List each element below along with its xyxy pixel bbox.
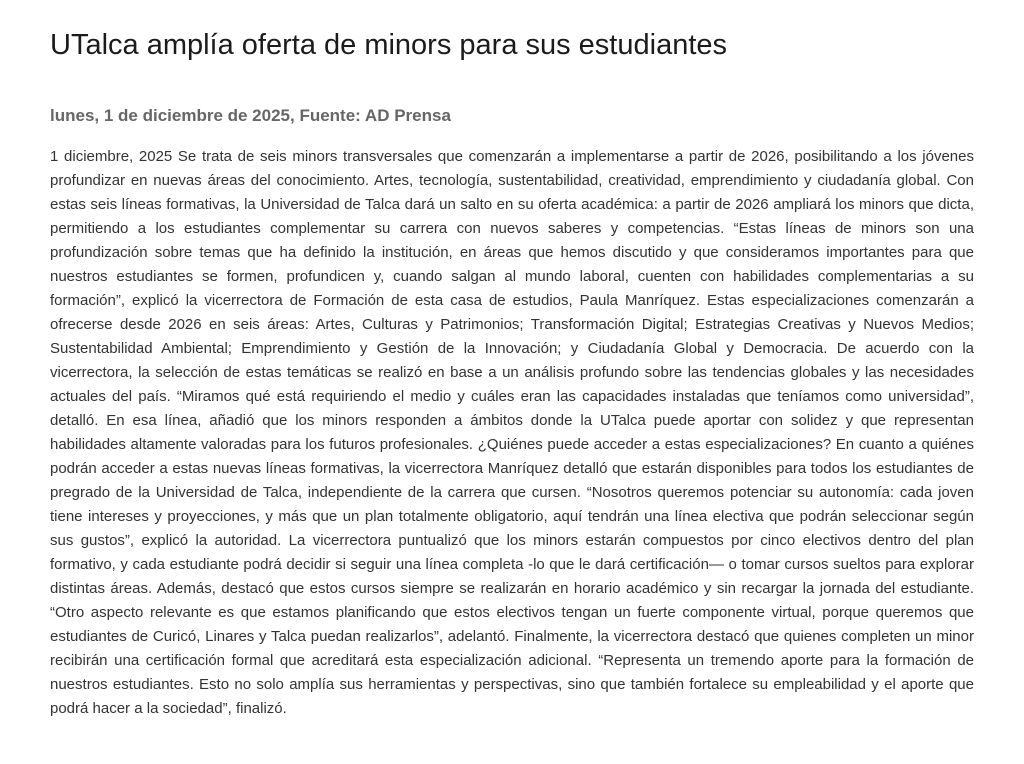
article-meta-byline: lunes, 1 de diciembre de 2025, Fuente: AD Prensa — [50, 105, 451, 125]
article-body: 1 diciembre, 2025 Se trata de seis minors transversales que comenzarán a implementarse a partir de 2026, posibilitando a los jóvenes profundizar en nuevas áreas del conocimiento. Artes, tecnología, sustentabilidad, creatividad, emprendimiento y ciudadanía global. Con estas seis líneas formativas, la Universidad de Talca dará un salto en su oferta académica: a partir de 2026 ampliará los minors que dicta, permitiendo a los estudiantes complementar su carrera con nuevos saberes y competencias. “Estas líneas de minors son una profundización sobre temas que ha definido la institución, en áreas que hemos discutido y que consideramos importantes para que nuestros estudiantes se formen, profundicen y, cuando salgan al mundo laboral, cuenten con habilidades complementarias a su formación”, explicó la vicerrectora de Formación de esta casa de estudios, Paula Manríquez. Estas especializaciones comenzarán a ofrecerse desde 2026 en seis áreas: Artes, Culturas y Patrimonios; Transformación Digital; Estrategias Creativas y Nuevos Medios; Sustentabilidad Ambiental; Emprendimiento y Gestión de la Innovación; y Ciudadanía Global y Democracia. De acuerdo con la vicerrectora, la selección de estas temáticas se realizó en base a un análisis profundo sobre las tendencias globales y las necesidades actuales del país. “Miramos qué está requiriendo el medio y cuáles eran las capacidades instaladas que teníamos como universidad”, detalló. En esa línea, añadió que los minors responden a ámbitos donde la UTalca puede aportar con solidez y que representan habilidades altamente valoradas para los futuros profesionales. ¿Quiénes puede acceder a estas especializaciones? En cuanto a quiénes podrán acceder a estas nuevas líneas formativas, la vicerrectora Manríquez detalló que estarán disponibles para todos los estudiantes de pregrado de la Universidad de Talca, independiente de la carrera que cursen. “Nosotros queremos potenciar su autonomía: cada joven tiene intereses y proyecciones, y más que un plan totalmente obligatorio, aquí tendrán una línea electiva que podrán seleccionar según sus gustos”, explicó la autoridad. La vicerrectora puntualizó que los minors estarán compuestos por cinco electivos dentro del plan formativo, y cada estudiante podrá decidir si seguir una línea completa -lo que le dará certificación— o tomar cursos sueltos para explorar distintas áreas. Además, destacó que estos cursos siempre se realizarán en horario académico y sin recargar la jornada del estudiante. “Otro aspecto relevante es que estamos planificando que estos electivos tengan un fuerte componente virtual, porque queremos que estudiantes de Curicó, Linares y Talca puedan realizarlos”, adelantó. Finalmente, la vicerrectora destacó que quienes completen un minor recibirán una certificación formal que acreditará esta especialización adicional. “Representa un tremendo aporte para la formación de nuestros estudiantes. Esto no solo amplía sus herramientas y perspectivas, sino que también fortalece su empleabilidad y el aporte que podrá hacer a la sociedad”, finalizó. — [50, 148, 974, 718]
page-title: UTalca amplía oferta de minors para sus estudiantes — [50, 29, 728, 61]
